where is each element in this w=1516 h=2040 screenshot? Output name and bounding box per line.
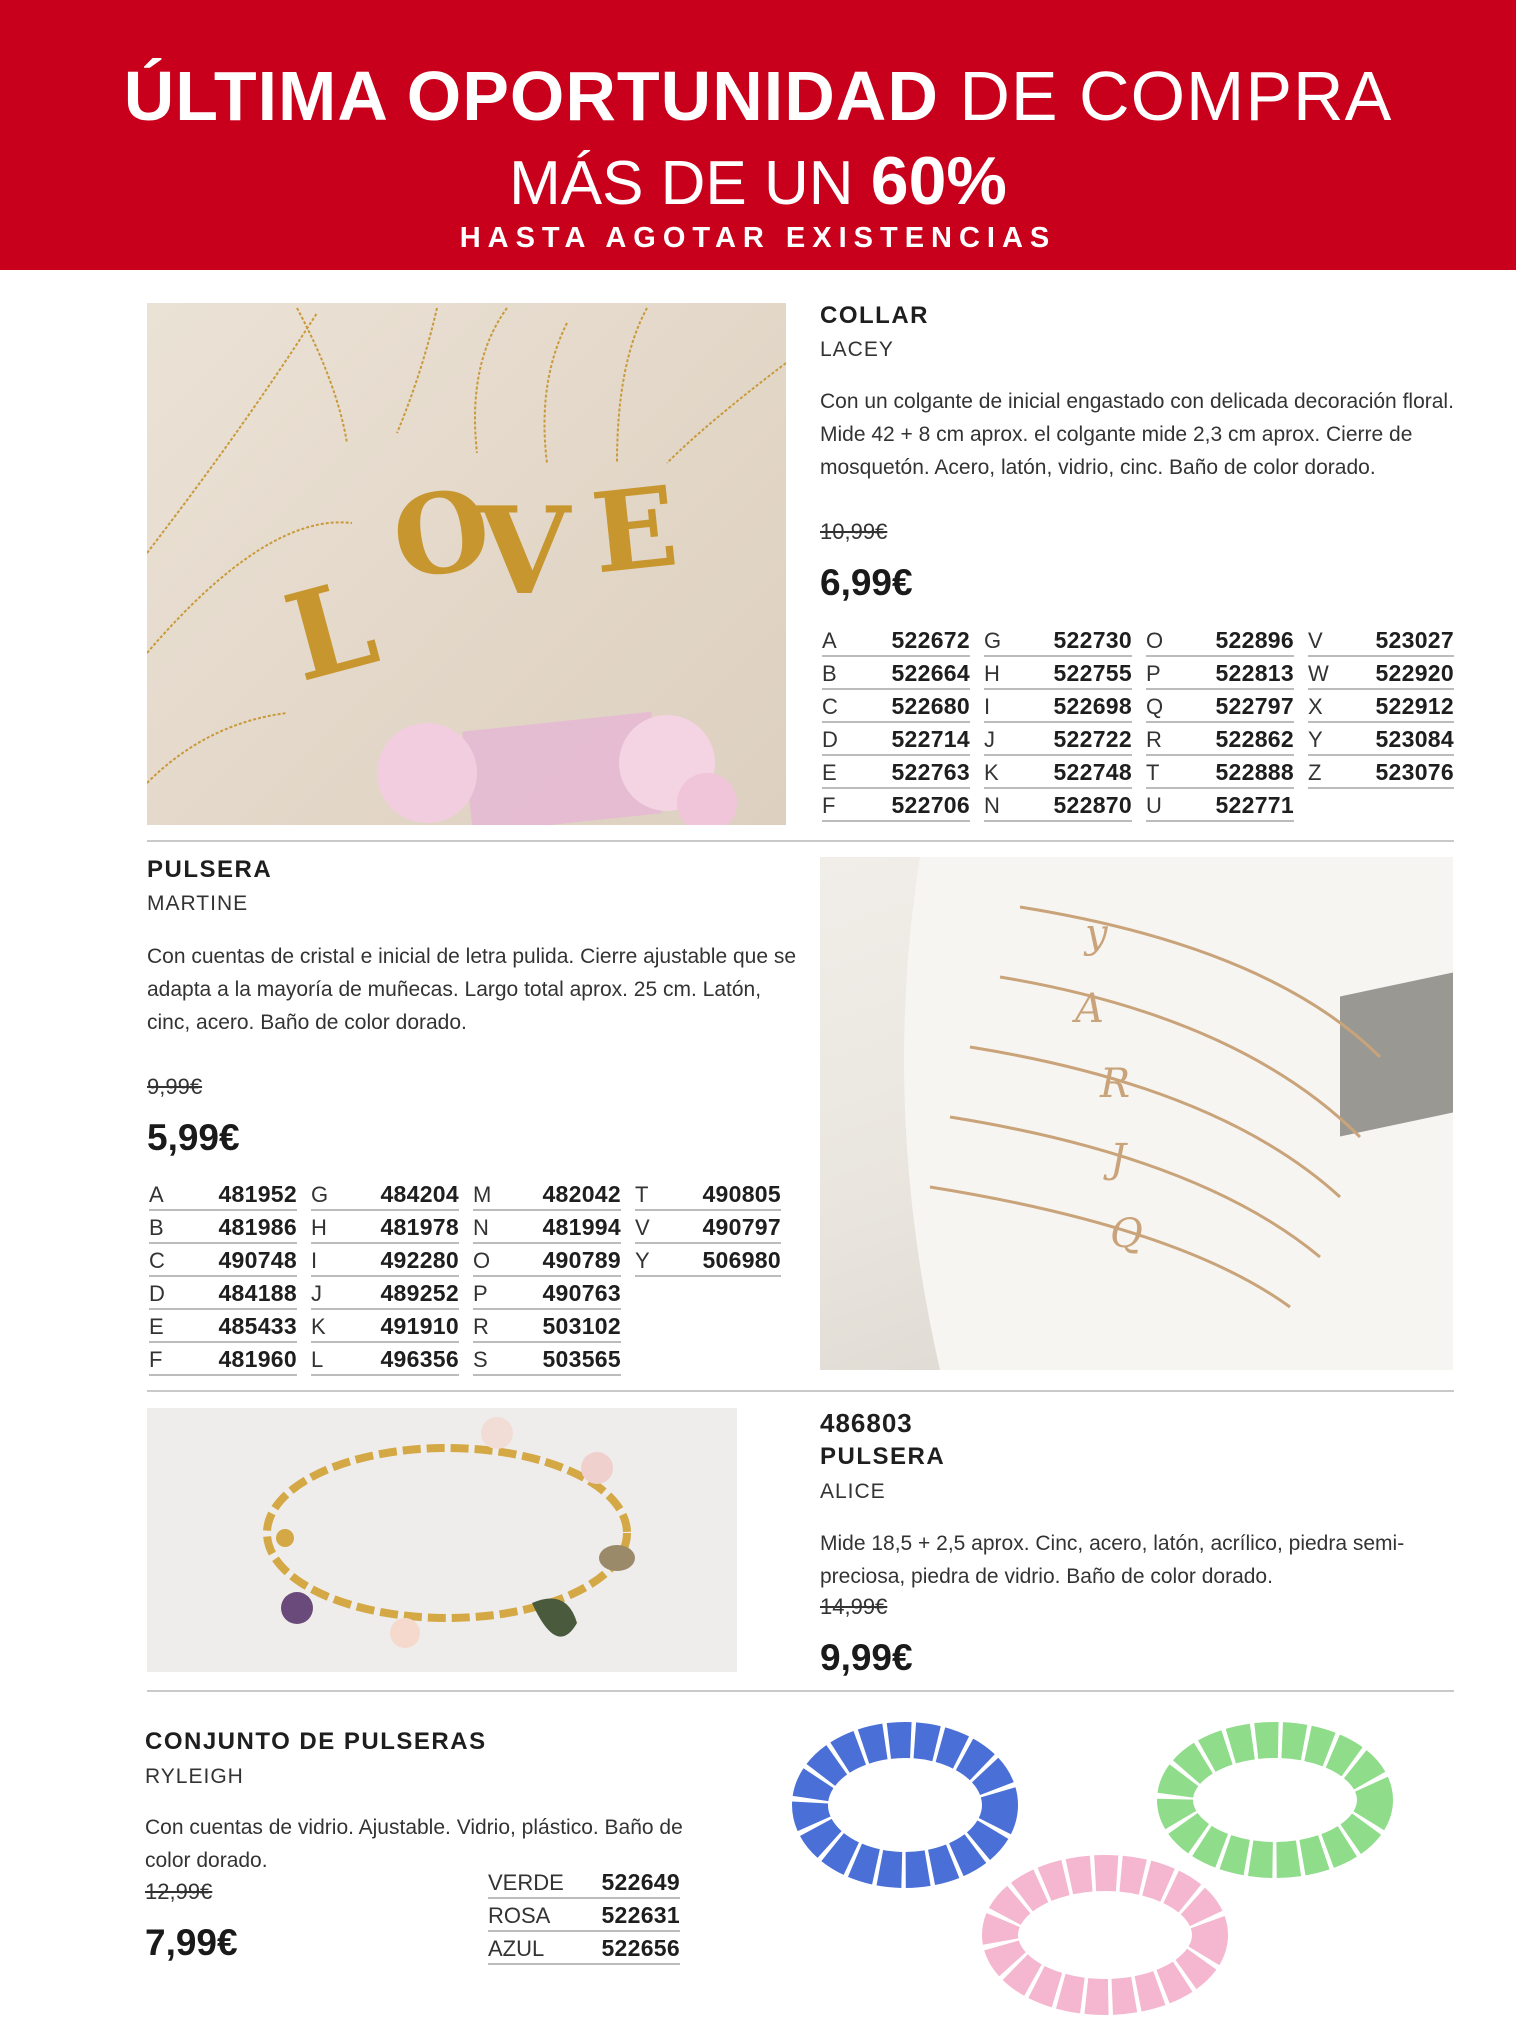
code-cell — [473, 1180, 621, 1211]
code-letter: C — [822, 694, 838, 719]
code-number: 496356 — [380, 1346, 459, 1372]
code-cell — [822, 725, 970, 756]
code-letter: M — [473, 1182, 492, 1207]
code-number: 522896 — [1215, 627, 1294, 653]
code-letter: S — [473, 1347, 488, 1372]
code-number: 522920 — [1375, 660, 1454, 686]
code-cell — [822, 626, 970, 657]
martine-price: 5,99€ — [147, 1117, 240, 1158]
code-cell — [1146, 758, 1294, 789]
code-number: 522656 — [601, 1935, 680, 1961]
code-letter: O — [473, 1248, 491, 1273]
code-letter: Q — [1146, 694, 1164, 719]
code-cell — [488, 1934, 680, 1965]
code-cell — [149, 1279, 297, 1310]
code-cell — [1308, 659, 1454, 690]
code-number: 506980 — [702, 1247, 781, 1273]
code-letter: D — [822, 727, 838, 752]
code-number: 522631 — [601, 1902, 680, 1928]
conjunto-name: RYLEIGH — [145, 1765, 244, 1788]
code-letter: K — [311, 1314, 326, 1339]
code-cell — [822, 692, 970, 723]
code-letter: W — [1308, 661, 1329, 686]
banner-headline — [0, 52, 1516, 140]
code-number: 523076 — [1375, 759, 1454, 785]
code-letter: A — [822, 628, 837, 653]
code-number: 503565 — [542, 1346, 621, 1372]
code-number: 490763 — [542, 1280, 621, 1306]
svg-text:J: J — [1110, 1136, 1127, 1182]
code-letter: H — [311, 1215, 327, 1240]
code-letter: T — [1146, 760, 1160, 785]
letter-o-pendant: O — [385, 463, 498, 605]
code-cell — [984, 758, 1132, 789]
code-letter: J — [984, 727, 995, 752]
code-letter: J — [311, 1281, 322, 1306]
code-number: 522813 — [1215, 660, 1294, 686]
code-letter: G — [311, 1182, 329, 1207]
charm-bracelet-illustration — [147, 1408, 737, 1672]
banner-subheadline — [0, 142, 1516, 223]
code-number: 522870 — [1053, 792, 1132, 818]
code-cell — [311, 1345, 459, 1376]
code-number: 490748 — [218, 1247, 297, 1273]
code-cell — [635, 1180, 781, 1211]
code-letter: F — [822, 793, 836, 818]
section-divider — [147, 840, 1454, 842]
code-number: 482042 — [542, 1181, 621, 1207]
alice-old-price: 14,99€ — [820, 1594, 888, 1619]
code-number: 522755 — [1053, 660, 1132, 686]
code-letter: E — [822, 760, 837, 785]
code-letter: P — [1146, 661, 1161, 686]
necklace-illustration — [147, 303, 786, 825]
alice-sku: 486803 — [820, 1408, 913, 1438]
code-letter: VERDE — [488, 1870, 564, 1895]
code-cell — [149, 1246, 297, 1277]
martine-old-price: 9,99€ — [147, 1074, 203, 1099]
code-cell — [311, 1312, 459, 1343]
code-number: 481978 — [380, 1214, 459, 1240]
code-cell — [1146, 626, 1294, 657]
code-number: 522748 — [1053, 759, 1132, 785]
code-letter: N — [473, 1215, 489, 1240]
code-letter: O — [1146, 628, 1164, 653]
code-letter: A — [149, 1182, 164, 1207]
conjunto-photo — [790, 1715, 1470, 2035]
code-number: 522912 — [1375, 693, 1454, 719]
code-letter: L — [311, 1347, 324, 1372]
alice-photo — [147, 1408, 737, 1672]
code-number: 491910 — [380, 1313, 459, 1339]
code-cell — [822, 791, 970, 822]
martine-title: PULSERA — [147, 856, 273, 883]
code-letter: R — [473, 1314, 489, 1339]
code-number: 490789 — [542, 1247, 621, 1273]
code-cell — [1146, 692, 1294, 723]
martine-name: MARTINE — [147, 892, 249, 915]
code-number: 484188 — [218, 1280, 297, 1306]
letter-l-pendant: L — [272, 551, 391, 710]
code-letter: Z — [1308, 760, 1322, 785]
bead-bracelets-illustration — [790, 1715, 1470, 2035]
code-letter: R — [1146, 727, 1162, 752]
code-cell — [1308, 725, 1454, 756]
code-cell — [822, 758, 970, 789]
code-cell — [311, 1246, 459, 1277]
code-cell — [149, 1213, 297, 1244]
code-number: 481952 — [218, 1181, 297, 1207]
code-cell — [311, 1213, 459, 1244]
code-number: 522664 — [891, 660, 970, 686]
code-cell — [635, 1213, 781, 1244]
code-number: 522771 — [1215, 792, 1294, 818]
letter-e-pendant: E — [586, 461, 684, 599]
collar-price: 6,99€ — [820, 562, 913, 603]
collar-description: Con un colgante de inicial engastado con delicada decoración floral. Mide 42 + 8 cm aprox. el colgante mide 2,3 cm aprox. Cierre de mosquetón. Acero, latón, vidrio, cinc. Baño de color dorado. — [820, 390, 1454, 479]
code-number: 522730 — [1053, 627, 1132, 653]
code-number: 522698 — [1053, 693, 1132, 719]
code-number: 522763 — [891, 759, 970, 785]
code-cell — [984, 626, 1132, 657]
code-letter: H — [984, 661, 1000, 686]
code-letter: D — [149, 1281, 165, 1306]
code-letter: Y — [635, 1248, 650, 1273]
code-letter: N — [984, 793, 1000, 818]
code-letter: U — [1146, 793, 1162, 818]
alice-description: Mide 18,5 + 2,5 aprox. Cinc, acero, latón, acrílico, piedra semi-preciosa, piedra de vidrio. Baño de color dorado. — [820, 1532, 1405, 1588]
code-cell — [473, 1213, 621, 1244]
code-letter: Y — [1308, 727, 1323, 752]
code-number: 481960 — [218, 1346, 297, 1372]
code-letter: V — [635, 1215, 650, 1240]
code-number: 489252 — [380, 1280, 459, 1306]
banner-headline-rest: DE COMPRA — [959, 57, 1393, 135]
conjunto-description: Con cuentas de vidrio. Ajustable. Vidrio, plástico. Baño de color dorado. — [145, 1816, 683, 1872]
code-number: 522714 — [891, 726, 970, 752]
code-number: 522649 — [601, 1869, 680, 1895]
code-letter: AZUL — [488, 1936, 545, 1961]
svg-text:R: R — [1100, 1061, 1131, 1107]
code-cell — [473, 1246, 621, 1277]
code-cell — [488, 1868, 680, 1899]
code-cell — [984, 659, 1132, 690]
svg-text:Q: Q — [1110, 1211, 1143, 1257]
promo-banner — [0, 0, 1516, 270]
code-cell — [984, 791, 1132, 822]
conjunto-code-grid — [488, 1868, 680, 1967]
code-letter: F — [149, 1347, 163, 1372]
code-number: 523027 — [1375, 627, 1454, 653]
banner-tagline: HASTA AGOTAR EXISTENCIAS — [459, 222, 1057, 254]
section-divider — [147, 1390, 1454, 1392]
code-cell — [149, 1345, 297, 1376]
collar-old-price: 10,99€ — [820, 519, 888, 544]
code-letter: I — [311, 1248, 318, 1273]
code-cell — [473, 1312, 621, 1343]
conjunto-price: 7,99€ — [145, 1922, 238, 1963]
bracelet-illustration — [820, 857, 1453, 1370]
code-cell — [984, 692, 1132, 723]
conjunto-old-price: 12,99€ — [145, 1879, 213, 1904]
code-letter: P — [473, 1281, 488, 1306]
section-divider — [147, 1690, 1454, 1692]
code-number: 485433 — [218, 1313, 297, 1339]
code-number: 522862 — [1215, 726, 1294, 752]
collar-name: LACEY — [820, 338, 894, 361]
code-letter: I — [984, 694, 991, 719]
code-cell — [473, 1345, 621, 1376]
code-cell — [311, 1180, 459, 1211]
code-number: 490805 — [702, 1181, 781, 1207]
code-number: 522706 — [891, 792, 970, 818]
code-number: 522722 — [1053, 726, 1132, 752]
code-number: 522680 — [891, 693, 970, 719]
alice-name: ALICE — [820, 1480, 886, 1503]
banner-sub-text: MÁS DE UN — [509, 149, 854, 218]
letter-v-pendant: V — [477, 481, 571, 622]
collar-code-grid — [822, 626, 1454, 824]
code-number: 522797 — [1215, 693, 1294, 719]
code-number: 523084 — [1375, 726, 1454, 752]
banner-headline-bold: ÚLTIMA OPORTUNIDAD — [123, 57, 939, 135]
code-cell — [1308, 692, 1454, 723]
code-letter: ROSA — [488, 1903, 551, 1928]
martine-photo — [820, 857, 1453, 1370]
martine-code-grid — [149, 1180, 781, 1378]
code-letter: K — [984, 760, 999, 785]
code-letter: X — [1308, 694, 1323, 719]
code-letter: B — [822, 661, 837, 686]
code-cell — [635, 1246, 781, 1277]
alice-price: 9,99€ — [820, 1637, 913, 1678]
code-cell — [1146, 659, 1294, 690]
svg-text:y: y — [1085, 911, 1108, 957]
code-cell — [1146, 791, 1294, 822]
code-letter: G — [984, 628, 1002, 653]
code-cell — [822, 659, 970, 690]
conjunto-title: CONJUNTO DE PULSERAS — [145, 1728, 487, 1755]
code-number: 490797 — [702, 1214, 781, 1240]
code-letter: C — [149, 1248, 165, 1273]
code-number: 492280 — [380, 1247, 459, 1273]
code-number: 481986 — [218, 1214, 297, 1240]
code-cell — [984, 725, 1132, 756]
martine-description: Con cuentas de cristal e inicial de letra pulida. Cierre ajustable que se adapta a la mayoría de muñecas. Largo total aprox. 25 cm. Latón, cinc, acero. Baño de color dorado. — [147, 945, 797, 1034]
code-cell — [149, 1312, 297, 1343]
code-number: 503102 — [542, 1313, 621, 1339]
code-number: 484204 — [380, 1181, 459, 1207]
collar-photo — [147, 303, 786, 825]
code-cell — [1308, 626, 1454, 657]
banner-discount: 60% — [870, 143, 1007, 219]
code-cell — [311, 1279, 459, 1310]
code-cell — [1308, 758, 1454, 789]
code-cell — [488, 1901, 680, 1932]
code-letter: E — [149, 1314, 164, 1339]
code-letter: T — [635, 1182, 649, 1207]
code-number: 522672 — [891, 627, 970, 653]
code-letter: B — [149, 1215, 164, 1240]
code-cell — [473, 1279, 621, 1310]
alice-title: PULSERA — [820, 1443, 946, 1470]
collar-title: COLLAR — [820, 302, 929, 329]
code-letter: V — [1308, 628, 1323, 653]
code-number: 481994 — [542, 1214, 621, 1240]
svg-text:A: A — [1075, 986, 1104, 1032]
code-number: 522888 — [1215, 759, 1294, 785]
code-cell — [1146, 725, 1294, 756]
code-cell — [149, 1180, 297, 1211]
